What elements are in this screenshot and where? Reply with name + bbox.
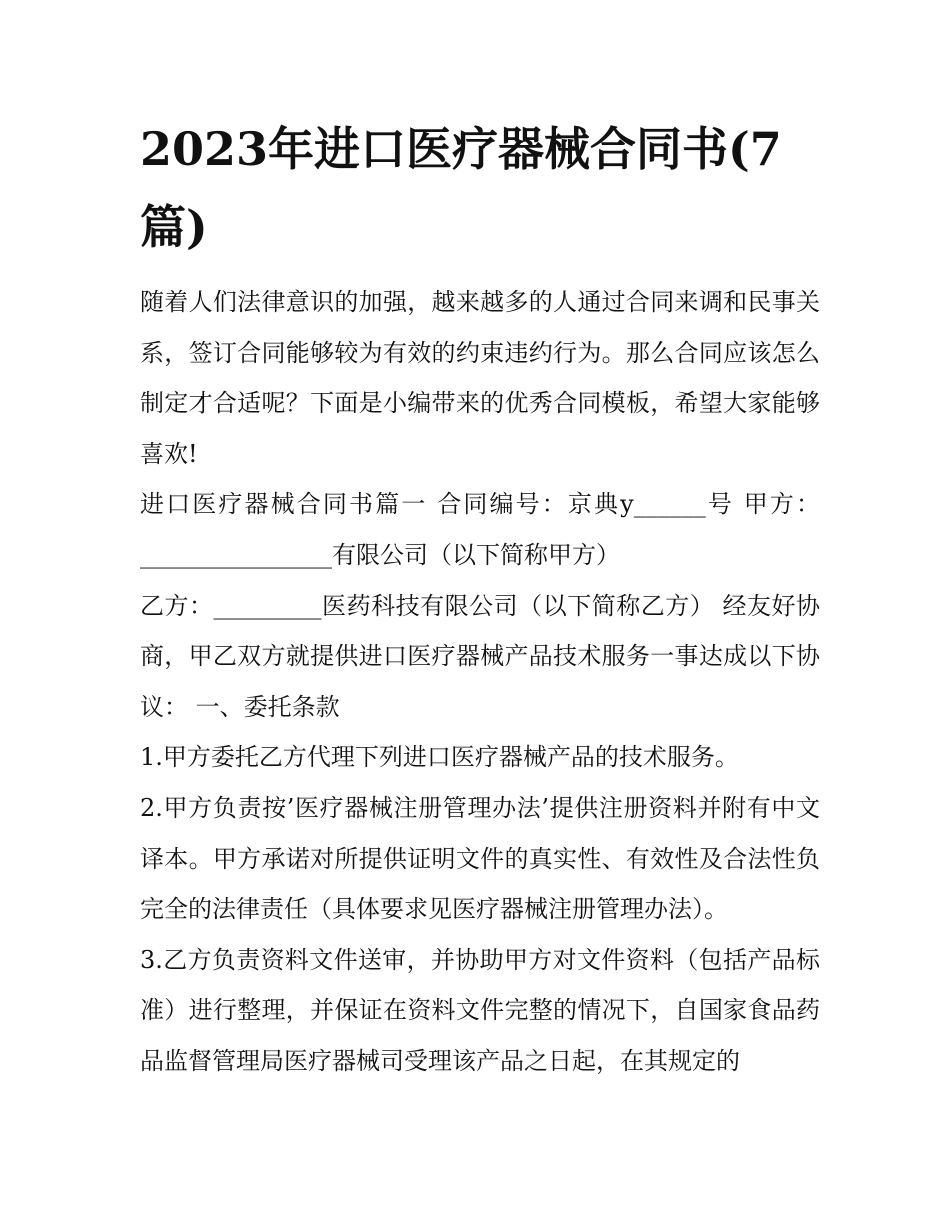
document-title: 2023年进口医疗器械合同书(7篇) — [140, 122, 782, 254]
clause-3-paragraph: 3.乙方负责资料文件送审，并协助甲方对文件资料（包括产品标准）进行整理，并保证在资料文件完整的情况下，自国家食品药品监督管理局医疗器械司受理该产品之日起，在其规定的 — [140, 945, 820, 1075]
document-body — [140, 277, 820, 1087]
intro-paragraph: 随着人们法律意识的加强，越来越多的人通过合同来调和民事关系，签订合同能够较为有效的约束违约行为。那么合同应该怎么制定才合适呢？下面是小编带来的优秀合同模板，希望大家能够喜欢! — [140, 288, 820, 468]
clause-1-paragraph: 1.甲方委托乙方代理下列进口医疗器械产品的技术服务。 — [140, 743, 739, 772]
contract-header-paragraph: 进口医疗器械合同书篇一 合同编号：京典y______号 甲方：________________有限公司（以下简称甲方） — [140, 490, 820, 569]
clause-2-paragraph: 2.甲方负责按’医疗器械注册管理办法’提供注册资料并附有中文译本。甲方承诺对所提供证明文件的真实性、有效性及合法性负完全的法律责任（具体要求见医疗器械注册管理办法）。 — [140, 793, 820, 924]
party-b-paragraph: 乙方：_________医药科技有限公司（以下简称乙方） 经友好协商，甲乙双方就提供进口医疗器械产品技术服务一事达成以下协议： 一、委托条款 — [140, 591, 820, 721]
